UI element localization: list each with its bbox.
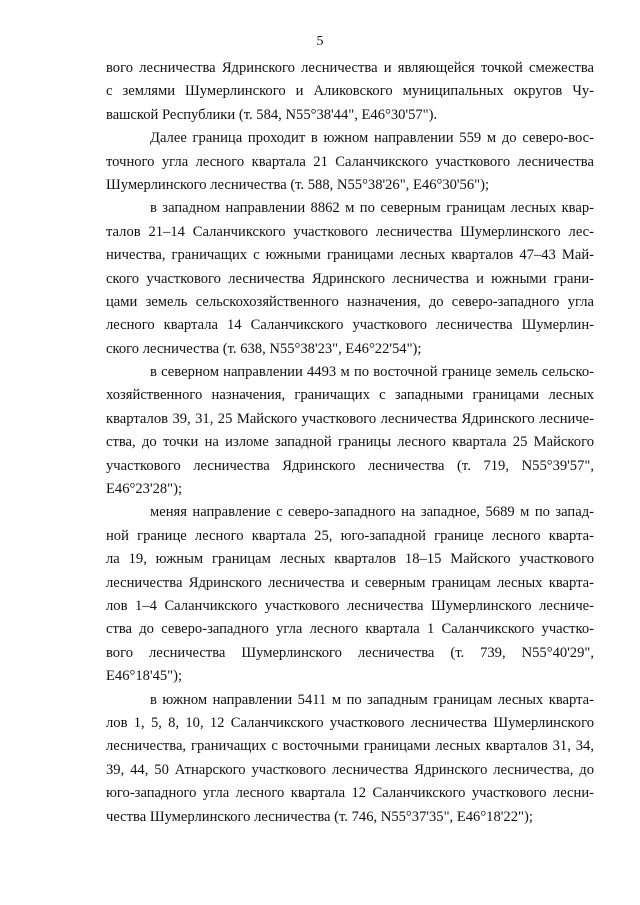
text-line: кварталов 39, 31, 25 Майского участкового лесничества Ядринского лесниче- [106, 410, 594, 427]
text-line: талов 21–14 Саланчикского участкового лесничества Шумерлинского лес- [106, 223, 594, 240]
text-line: в северном направлении 4493 м по восточной границе земель сельско- [150, 364, 594, 381]
text-line: лесничества, граничащих с восточными границами лесных кварталов 31, 34, [106, 738, 594, 755]
text-line: цами земель сельскохозяйственного назначения, до северо-западного угла [106, 293, 594, 310]
text-line: лесничества Ядринского лесничества и северным границам лесных кварта- [106, 574, 594, 591]
text-line: ства до северо-западного угла лесного квартала 1 Саланчикского участко- [106, 621, 594, 638]
page-number: 5 [316, 34, 324, 49]
text-line: в западном направлении 8862 м по северным границам лесных квар- [150, 200, 594, 217]
text-line: меняя направление с северо-западного на западное, 5689 м по запад- [150, 504, 594, 521]
text-line: E46°18'45"); [106, 668, 183, 685]
text-line: чества Шумерлинского лесничества (т. 746, N55°37'35", E46°18'22"); [106, 808, 533, 825]
text-line: вого лесничества Ядринского лесничества и являющейся точкой смежества [106, 60, 594, 76]
text-line: Далее граница проходит в южном направлении 559 м до северо-вос- [150, 130, 594, 147]
text-line: ского участкового лесничества Ядринского лесничества и южными грани- [106, 270, 594, 287]
text-line: хозяйственного назначения, граничащих с западными границами лесных [106, 387, 594, 404]
text-line: ной границе лесного квартала 25, юго-западной границе лесного кварта- [106, 527, 594, 544]
text-line: ла 19, южным границам лесных кварталов 18–15 Майского участкового [106, 551, 594, 568]
text-line: Шумерлинского лесничества (т. 588, N55°38'26", E46°30'56"); [106, 176, 490, 193]
text-line: вашской Республики (т. 584, N55°38'44", E46°30'57"). [106, 106, 438, 123]
text-line: ского лесничества (т. 638, N55°38'23", E46°22'54"); [106, 340, 422, 357]
text-line: вого лесничества Шумерлинского лесничества (т. 739, N55°40'29", [106, 644, 594, 661]
text-line: участкового лесничества Ядринского лесничества (т. 719, N55°39'57", [106, 457, 594, 474]
text-line: E46°23'28"); [106, 481, 183, 498]
text-line: точного угла лесного квартала 21 Саланчикского участкового лесничества [106, 153, 594, 170]
text-line: лов 1, 5, 8, 10, 12 Саланчикского участкового лесничества Шумерлинского [106, 714, 594, 731]
text-line: юго-западного угла лесного квартала 12 Саланчикского участкового лесни- [106, 785, 594, 802]
text-line: 39, 44, 50 Атнарского участкового лесничества Ядринского лесничества, до [106, 761, 594, 778]
document-body [106, 57, 594, 829]
text-line: ства, до точки на изломе западной границы лесного квартала 25 Майского [106, 434, 594, 451]
text-line: с землями Шумерлинского и Аликовского муниципальных округов Чу- [106, 83, 594, 100]
text-line: лов 1–4 Саланчикского участкового лесничества Шумерлинского лесниче- [106, 597, 594, 614]
text-line: в южном направлении 5411 м по западным границам лесных кварта- [150, 691, 594, 708]
text-line: лесного квартала 14 Саланчикского участкового лесничества Шумерлин- [106, 317, 594, 334]
text-line: ничества, граничащих с южными границами лесных кварталов 47–43 Май- [106, 247, 594, 264]
